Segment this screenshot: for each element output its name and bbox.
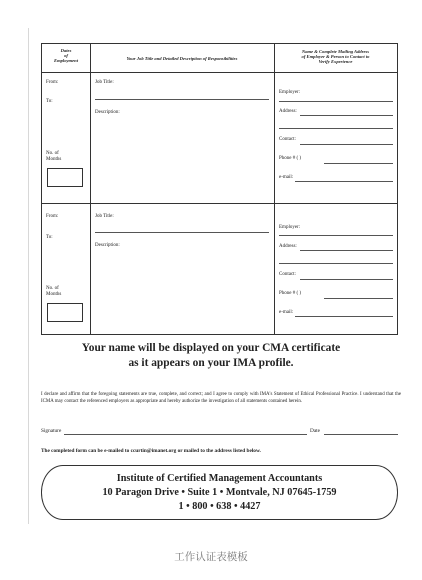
address-line-2[interactable] [279,263,393,264]
header-description: Your Job Title and Detailed Description of Responsibilities [126,56,238,61]
image-caption: 工作认证表模板 [174,551,248,563]
contact-label: Contact: [279,272,296,277]
address-line-1[interactable] [300,115,393,116]
employer-line[interactable] [279,101,393,102]
submission-note: The completed form can be e-mailed to ccurtin@imanet.org or mailed to the address listed below. [41,448,261,454]
email-label: e-mail: [279,175,294,180]
employer-label: Employer: [279,225,301,230]
entry-divider [42,203,397,204]
date-label: Date [310,428,320,434]
column-divider-1 [90,44,91,334]
email-line[interactable] [295,316,393,317]
from-label: From: [46,214,59,219]
email-line[interactable] [295,181,393,182]
address-label: Address: [279,109,297,114]
column-divider-2 [274,44,275,334]
employer-line[interactable] [279,235,393,236]
header-contact: Name & Complete Mailing Address of Employer & Person to Contact to Verify Experience [301,49,370,65]
institute-street: 10 Paragon Drive • Suite 1 • Montvale, NJ 07645-1759 [102,487,337,498]
job-title-line[interactable] [95,99,269,100]
employment-table [41,43,398,335]
institute-address-box [41,465,398,520]
employer-label: Employer: [279,90,301,95]
date-line[interactable] [324,434,398,435]
address-line-1[interactable] [300,250,393,251]
address-line-2[interactable] [279,128,393,129]
phone-line[interactable] [324,163,393,164]
institute-name: Institute of Certified Management Accountants [116,473,323,484]
certificate-notice-line-1: Your name will be displayed on your CMA certificate [81,342,341,354]
phone-line[interactable] [324,298,393,299]
contact-label: Contact: [279,137,296,142]
header-dates: Dates of Employment [54,48,78,64]
from-label: From: [46,80,59,85]
contact-line[interactable] [300,144,393,145]
signature-line[interactable] [64,434,307,435]
page-left-edge [28,28,29,524]
job-title-label: Job Title: [95,80,114,85]
job-title-line[interactable] [95,232,269,233]
description-label: Description: [95,110,120,115]
header-divider [42,72,397,73]
months-label: No. of Months [46,151,62,162]
description-label: Description: [95,243,120,248]
months-label: No. of Months [46,286,62,297]
certificate-notice-line-2: as it appears on your IMA profile. [128,357,294,369]
phone-label: Phone # ( ) [279,156,302,161]
signature-label: Signature [41,428,62,434]
phone-label: Phone # ( ) [279,291,302,296]
months-input[interactable] [47,303,83,322]
contact-line[interactable] [300,279,393,280]
email-label: e-mail: [279,310,294,315]
institute-phone: 1 • 800 • 638 • 4427 [178,501,261,512]
to-label: To: [46,235,53,240]
declaration-text: I declare and affirm that the foregoing statements are true, complete, and correct; and I agree to comply with IMA's Statement of Ethical Professional Practice. I understand that the ICMA may contact the referenced employers as appropriate and hereby authorize the investigation of all statements contained herein. [41,392,401,405]
job-title-label: Job Title: [95,214,114,219]
to-label: To: [46,99,53,104]
months-input[interactable] [47,168,83,187]
address-label: Address: [279,244,297,249]
